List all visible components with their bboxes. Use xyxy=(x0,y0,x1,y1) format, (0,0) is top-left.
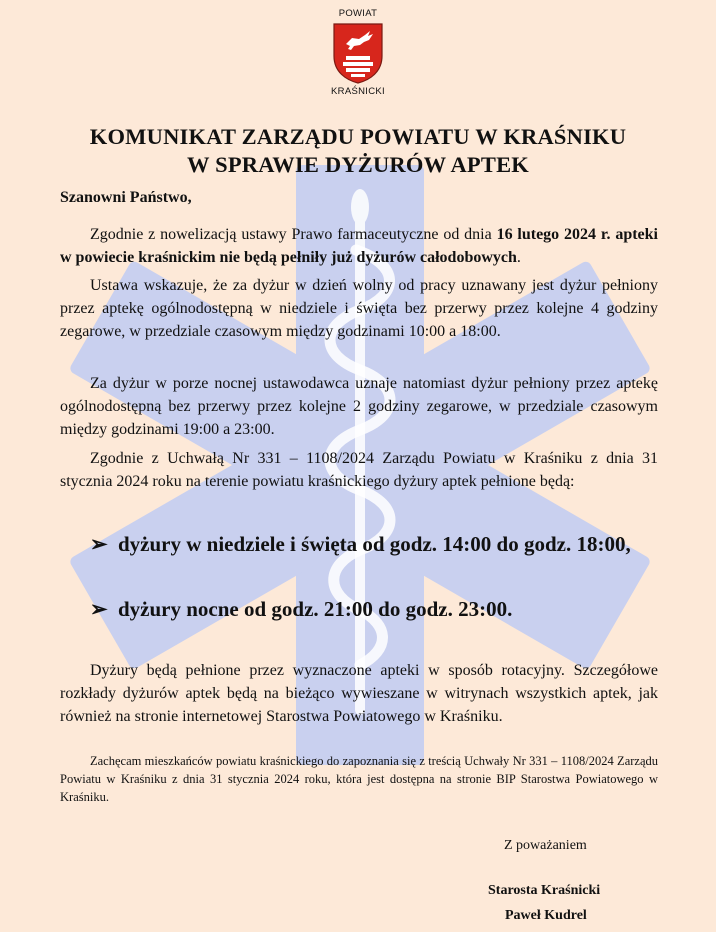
paragraph-night-duty: Za dyżur w porze nocnej ustawodawca uznaje natomiast dyżur pełniony przez aptekę ogólnodostępną bez przerwy przez kolejne 2 godziny zegarowe, w przedziale czasowym między godzinami 19:00 a 23:00. xyxy=(60,375,658,438)
paragraph-announcement-emphasis: 16 lutego 2024 r. apteki w powiecie kraśnickim nie będą pełniły już dyżurów całodobowych xyxy=(60,226,658,266)
county-logo xyxy=(318,8,398,97)
paragraph-holiday-duty: Ustawa wskazuje, że za dyżur w dzień wolny od pracy uznawany jest dyżur pełniony przez aptekę ogólnodostępną w niedziele i święta bez przerwy przez kolejne 4 godziny zegarowe, w przedziale czasowym między godzinami 10:00 a 18:00. xyxy=(60,277,658,340)
signature-name: Paweł Kudrel xyxy=(505,908,587,923)
page-title-line-1: KOMUNIKAT ZARZĄDU POWIATU W KRAŚNIKU xyxy=(89,124,627,149)
bullet-item-night xyxy=(90,593,660,626)
logo-bottom-text: KRAŚNICKI xyxy=(331,86,385,97)
paragraph-announcement-text: Zgodnie z nowelizacją ustawy Prawo farmaceutyczne od dnia xyxy=(90,226,497,243)
bullet-arrow-icon: ➢ xyxy=(90,597,108,621)
paragraph-invitation: Zachęcam mieszkańców powiatu kraśnickiego do zapoznania się z treścią Uchwały Nr 331 – 1108/2024 Zarządu Powiatu w Kraśniku z dnia 31 stycznia 2024 roku, która jest dostępna na stronie BIP Starostwa Powiatowego w Kraśniku. xyxy=(60,754,658,804)
logo-top-text: POWIAT xyxy=(338,8,378,19)
closing-text: Z poważaniem xyxy=(504,838,587,853)
page-title-line-2: W SPRAWIE DYŻURÓW APTEK xyxy=(187,152,529,177)
paragraph-announcement xyxy=(60,223,658,269)
bullet-arrow-icon: ➢ xyxy=(90,532,108,556)
bullet-item-night-text: dyżury nocne od godz. 21:00 do godz. 23:00. xyxy=(118,597,513,621)
paragraph-rotation: Dyżury będą pełnione przez wyznaczone apteki w sposób rotacyjny. Szczegółowe rozkłady dyżurów aptek będą na bieżąco wywieszane w witrynach wszystkich aptek, jak również na stronie internetowej Starostwa Powiatowego w Kraśniku. xyxy=(60,662,658,725)
greeting: Szanowni Państwo, xyxy=(60,189,192,206)
coat-of-arms-icon xyxy=(332,22,384,84)
paragraph-announcement-end: . xyxy=(516,249,521,266)
signature-role: Starosta Kraśnicki xyxy=(488,883,601,898)
bullet-item-holidays xyxy=(90,528,660,561)
bullet-item-holidays-text: dyżury w niedziele i święta od godz. 14:00 do godz. 18:00, xyxy=(118,532,631,556)
paragraph-resolution: Zgodnie z Uchwałą Nr 331 – 1108/2024 Zarządu Powiatu w Kraśniku z dnia 31 stycznia 2024 roku na terenie powiatu kraśnickiego dyżury aptek pełnione będą: xyxy=(60,450,658,490)
